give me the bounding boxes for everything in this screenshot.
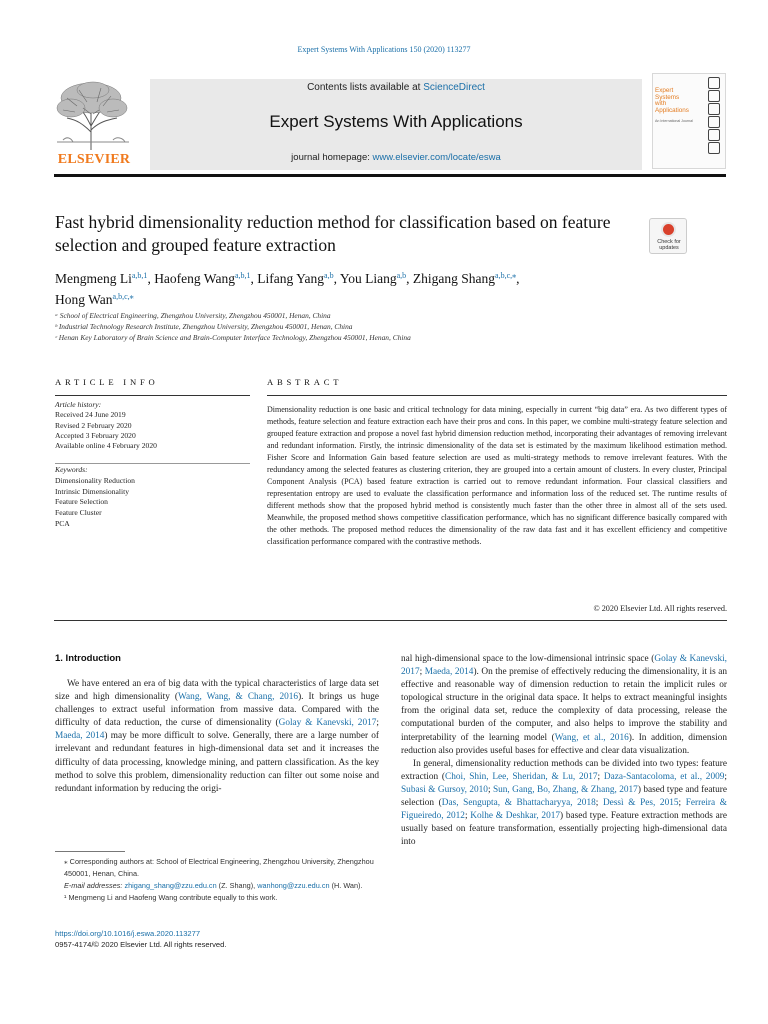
sciencedirect-link[interactable]: ScienceDirect — [423, 82, 485, 93]
citation-link[interactable]: Daza-Santacoloma, et al., 2009 — [603, 771, 725, 782]
journal-homepage-line — [150, 152, 642, 163]
author-affiliation-marker[interactable]: a,b,1 — [234, 271, 251, 280]
email-owner: (Z. Shang), — [216, 881, 258, 890]
article-history — [55, 400, 255, 451]
cover-graphic-icon — [708, 116, 720, 128]
cover-subtitle: An International Journal — [655, 119, 693, 123]
body-text: ). On the premise of effectively reducing the dimensionality, it is an effective and reasonable way of dimension reduction to retain the implicit rules or topological structure in the original data space. It helps to extract meaningful insights from the original data set, reduce the complexity of data processing, release the computational burden of the computer, and also helps to improve the stability and interpretability of the learning model ( — [401, 667, 727, 743]
citation-link[interactable]: Ferreira & Figueiredo, 2012 — [401, 798, 727, 822]
history-item: Revised 2 February 2020 — [55, 420, 132, 430]
abstract-text: Dimensionality reduction is one basic and critical technology for data mining, especially in current “big data” era. As two different types of methods, feature selection and feature extraction each have their pros and cons. In this paper, we combine multi-strategy feature selection and grouped feature extraction and propose a novel fast hybrid dimension reduction method, incorporating their advantages of removing irrelevant and redundant information. Firstly, the intrinsic dimensionality of the data set is estimated by the maximum likelihood estimation method. Fisher Score and Information Gain based feature selection are used as multi-strategy methods to remove irrelevant features. With the redundancy among the selected features as clustering criterion, they are grouped into a certain amount of clusters. In every cluster, Principal Component Analysis (PCA) based feature extraction is carried out to remove redundant information. Four classical classifiers and representation entropy are used to evaluate the classification performance and information loss of the reduced set. The runtime results of different methods show that the proposed hybrid method is consistently much faster than the other three in almost all of the sets used. Meanwhile, the proposed method shows competitive classification performance, which has no significant difference basically compared with the other methods. The proposed method reduces the dimensionality of the raw data fast and it has excellent efficiency and competitive classification performance compared with the contrastive methods. — [267, 405, 727, 546]
citation-link[interactable]: Golay & Kanevski, 2017 — [278, 718, 377, 729]
email-link-wan[interactable]: wanhong@zzu.edu.cn — [257, 881, 330, 890]
author-affiliation-marker[interactable]: a,b — [324, 271, 334, 280]
citation-link[interactable]: Golay & Kanevski, 2017 — [401, 654, 727, 678]
body-text: ; — [419, 667, 425, 678]
history-label: Article history: — [55, 400, 102, 409]
author-affiliation-marker[interactable]: a,b,1 — [131, 271, 148, 280]
author-list — [55, 267, 675, 309]
body-text: ; — [595, 798, 603, 809]
citation-link[interactable]: Sun, Gang, Bo, Zhang, & Zhang, 2017 — [492, 784, 638, 795]
body-text: We have entered an era of big data with the typical characteristics of large data set size and high dimensionality ( — [55, 679, 379, 703]
keyword: Feature Selection — [55, 497, 108, 507]
abstract-heading: ABSTRACT — [267, 377, 343, 387]
citation-link[interactable]: Dessì & Pes, 2015 — [602, 798, 679, 809]
author-affiliation-marker[interactable]: a,b,c,⁎ — [112, 292, 134, 301]
cover-title-line: Applications — [655, 106, 689, 114]
citation-link[interactable]: Choi, Shin, Lee, Sheridan, & Lu, 2017 — [445, 771, 598, 782]
cover-graphic-icon — [708, 129, 720, 141]
affiliation-line: ᵇ Industrial Technology Research Institute, Zhengzhou University, Zhengzhou 450001, Henan, China — [55, 322, 353, 331]
email-note — [55, 880, 380, 892]
publisher-name: ELSEVIER — [57, 152, 131, 167]
doi-block — [55, 928, 380, 950]
body-text: ; — [464, 811, 471, 822]
author-name[interactable]: Haofeng Wang — [154, 271, 235, 286]
author-name[interactable]: Zhigang Shang — [412, 271, 496, 286]
check-updates-icon — [661, 222, 676, 237]
author-separator: , — [250, 271, 258, 286]
affiliation-line: ᵃ School of Electrical Engineering, Zhengzhou University, Zhengzhou 450001, Henan, China — [55, 311, 331, 320]
author-affiliation-marker[interactable]: a,b — [396, 271, 407, 280]
keywords-label: Keywords: — [55, 465, 88, 474]
journal-name: Expert Systems With Applications — [269, 112, 523, 131]
check-for-updates-button[interactable] — [649, 218, 687, 254]
cover-graphic-icon — [708, 103, 720, 115]
body-column-left — [55, 678, 379, 796]
email-owner: (H. Wan). — [331, 881, 363, 890]
author-affiliation-marker[interactable]: a,b,c,⁎ — [495, 271, 517, 280]
contents-line — [150, 82, 642, 93]
author-separator: , — [406, 271, 413, 286]
article-info-rule — [55, 395, 250, 396]
abstract-rule — [267, 395, 727, 396]
body-text: ; — [678, 798, 686, 809]
article-info-heading: ARTICLE INFO — [55, 377, 159, 387]
front-matter-end-rule — [54, 620, 727, 621]
affiliations — [55, 310, 715, 343]
body-text: nal high-dimensional space to the low-dimensional intrinsic space ( — [401, 654, 655, 664]
author-name[interactable]: Hong Wan — [55, 292, 113, 307]
history-item: Available online 4 February 2020 — [55, 441, 157, 451]
citation-link[interactable]: Maeda, 2014 — [424, 667, 474, 678]
citation-link[interactable]: Das, Sengupta, & Bhattacharyya, 2018 — [441, 798, 596, 809]
body-column-right — [401, 653, 727, 849]
citation-link[interactable]: Subasi & Gursoy, 2010 — [401, 784, 488, 795]
keywords-block — [55, 465, 255, 530]
issn-copyright: 0957-4174/© 2020 Elsevier Ltd. All rights reserved. — [55, 940, 227, 949]
author-name[interactable]: Lifang Yang — [257, 271, 325, 286]
paper-title: Fast hybrid dimensionality reduction method for classification based on feature selection and grouped feature extraction — [55, 212, 611, 255]
banner-divider — [54, 174, 726, 177]
body-paragraph — [401, 653, 727, 758]
homepage-prefix: journal homepage: — [291, 152, 373, 163]
abstract-copyright: © 2020 Elsevier Ltd. All rights reserved. — [593, 604, 727, 613]
author-separator: , — [147, 271, 155, 286]
body-text: ) based type and feature selection ( — [401, 784, 727, 809]
running-head[interactable]: Expert Systems With Applications 150 (2020) 113277 — [297, 45, 471, 54]
cover-graphic-icon — [708, 77, 720, 89]
body-text: ) may be more difficult to solve. Generally, there are a large number of irrelevant and redundant features in high-dimensional data set and it increases the difficulty of data processing, knowledge mining, and pattern classification. As the key method to solve this problem, dimensionality reduction can filter out some noise and redundant information by reducing the origi- — [55, 731, 379, 794]
body-paragraph — [401, 758, 727, 850]
citation-link[interactable]: Kolhe & Deshkar, 2017 — [470, 811, 561, 822]
author-name[interactable]: Mengmeng Li — [55, 271, 132, 286]
cover-title-line: Expert — [655, 87, 674, 94]
body-text: ). In addition, dimension reduction also provides useful bases for effective and clear data visualization. — [401, 732, 727, 756]
journal-homepage-link[interactable]: www.elsevier.com/locate/eswa — [372, 152, 501, 163]
doi-link[interactable]: https://doi.org/10.1016/j.eswa.2020.113277 — [55, 929, 201, 938]
contents-prefix: Contents lists available at — [307, 82, 424, 93]
cover-icon-strip — [703, 76, 725, 155]
citation-link[interactable]: Wang, Wang, & Chang, 2016 — [178, 692, 299, 703]
check-updates-label: Check for updates — [657, 239, 681, 251]
body-text: ; — [597, 771, 604, 782]
equal-contribution-note: ¹ Mengmeng Li and Haofeng Wang contribute equally to this work. — [64, 893, 278, 902]
keyword: Intrinsic Dimensionality — [55, 486, 130, 496]
author-name[interactable]: You Liang — [339, 271, 397, 286]
history-item: Received 24 June 2019 — [55, 410, 126, 420]
article-info-divider — [55, 463, 250, 464]
citation-link[interactable]: Wang, et al., 2016 — [554, 732, 629, 743]
keyword: Dimensionality Reduction — [55, 475, 135, 485]
cover-graphic-icon — [708, 90, 720, 102]
body-text: ; — [724, 771, 727, 782]
introduction-heading: 1. Introduction — [55, 653, 121, 664]
footnotes — [55, 856, 380, 904]
body-text: ; — [487, 784, 493, 795]
cover-title-line: with — [655, 100, 667, 108]
email-label: E-mail addresses: — [64, 881, 123, 890]
citation-link[interactable]: Maeda, 2014 — [55, 731, 105, 742]
keyword: PCA — [55, 518, 70, 528]
body-text: ) based type. Feature extraction methods are usually based on feature transformation, essentially projecting high-dimensional data into — [401, 811, 727, 848]
body-text: In general, dimensionality reduction methods can be divided into two types: feature extraction ( — [401, 758, 727, 782]
body-text: ). It brings us huge challenges to extract useful information from massive data. Compared with the difficulty of data reduction, the curse of dimensionality ( — [55, 692, 380, 729]
author-separator: , — [516, 271, 520, 286]
body-text: ; — [376, 718, 379, 729]
cover-title — [655, 88, 701, 114]
cover-graphic-icon — [708, 142, 720, 154]
author-separator: , — [333, 271, 340, 286]
affiliation-line: ᶜ Henan Key Laboratory of Brain Science and Brain-Computer Interface Technology, Zhengzhou 450001, Henan, China — [55, 333, 411, 342]
keyword: Feature Cluster — [55, 508, 102, 518]
footnote-rule — [55, 851, 125, 852]
email-link-shang[interactable]: zhigang_shang@zzu.edu.cn — [124, 881, 217, 890]
corresponding-author-note: ⁎ Corresponding authors at: School of Electrical Engineering, Zhengzhou University, Zhengzhou 450001, Henan, China. — [64, 857, 374, 878]
history-item: Accepted 3 February 2020 — [55, 430, 136, 440]
cover-title-line: Systems — [655, 93, 680, 101]
